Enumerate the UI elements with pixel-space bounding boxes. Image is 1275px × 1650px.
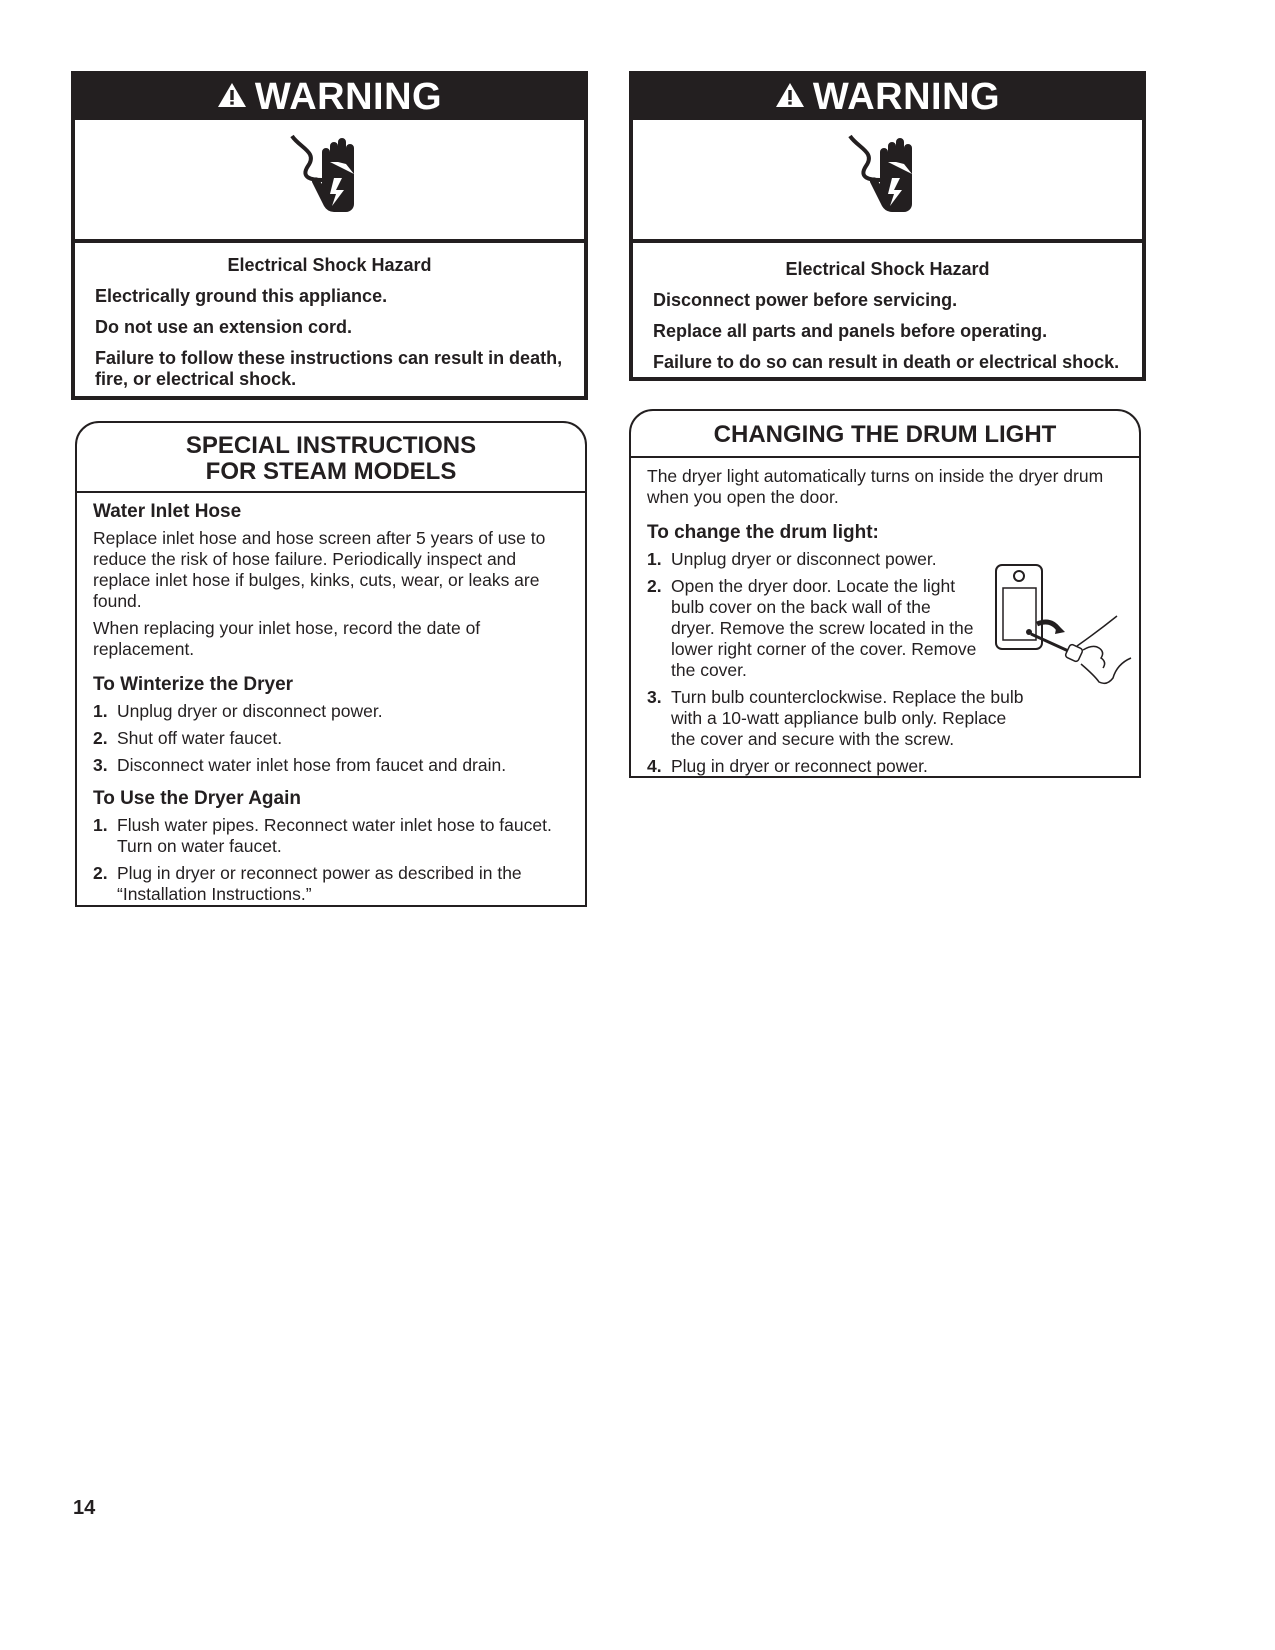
list-item: [93, 863, 565, 905]
hazard-title: Electrical Shock Hazard: [227, 255, 432, 275]
warning-line: Electrically ground this appliance.: [95, 286, 388, 306]
list-item: [93, 728, 565, 749]
list-item: [647, 576, 977, 681]
use-again-heading: To Use the Dryer Again: [93, 788, 301, 809]
section-body: [631, 458, 1139, 801]
warning-box-electrical-ground: [71, 71, 588, 400]
drum-light-section: [629, 409, 1141, 778]
warning-header: [633, 75, 1142, 120]
step-text: Unplug dryer or disconnect power.: [671, 549, 937, 569]
list-item: [93, 755, 565, 776]
section-title-line: SPECIAL INSTRUCTIONS: [185, 432, 477, 459]
bulb-cover-screwdriver-icon: [993, 562, 1133, 697]
section-title: [77, 423, 585, 493]
warning-box-disconnect-power: [629, 71, 1146, 381]
list-item: [93, 815, 565, 857]
warning-line: Do not use an extension cord.: [95, 317, 353, 337]
warning-triangle-icon: [775, 76, 805, 119]
step-number: 2.: [647, 576, 662, 596]
step-text: Plug in dryer or reconnect power.: [671, 756, 928, 776]
electrical-shock-hand-icon: [75, 120, 584, 243]
step-text: Disconnect water inlet hose from faucet and drain.: [117, 755, 507, 775]
hose-heading: Water Inlet Hose: [93, 501, 242, 522]
intro-paragraph: The dryer light automatically turns on inside the dryer drum when you open the door.: [647, 466, 1104, 507]
step-number: 1.: [647, 549, 662, 569]
step-text: Unplug dryer or disconnect power.: [117, 701, 383, 721]
step-number: 1.: [93, 701, 108, 721]
steps-heading: To change the drum light:: [647, 522, 879, 543]
warning-line: Replace all parts and panels before operating.: [653, 321, 1048, 341]
step-text: Turn bulb counterclockwise. Replace the bulb with a 10-watt appliance bulb only. Replace the cover and secure with the screw.: [671, 687, 1024, 749]
section-title: [631, 411, 1139, 458]
step-number: 3.: [647, 687, 662, 707]
warning-triangle-icon: [217, 76, 247, 119]
step-number: 3.: [93, 755, 108, 775]
step-number: 2.: [93, 728, 108, 748]
warning-body: [633, 243, 1142, 393]
hose-paragraph: Replace inlet hose and hose screen after 5 years of use to reduce the risk of hose failure. Periodically inspect and replace inlet hose if bulges, kinks, cuts, wear, or leaks are found.: [93, 528, 546, 611]
warning-line: Failure to follow these instructions can result in death, fire, or electrical shock.: [95, 348, 563, 389]
step-number: 1.: [93, 815, 108, 835]
step-text: Shut off water faucet.: [117, 728, 283, 748]
step-text: Plug in dryer or reconnect power as described in the “Installation Instructions.”: [117, 863, 522, 904]
steam-models-section: [75, 421, 587, 907]
step-number: 2.: [93, 863, 108, 883]
warning-line: Failure to do so can result in death or electrical shock.: [653, 352, 1120, 372]
use-again-steps: [93, 815, 565, 905]
step-number: 4.: [647, 756, 662, 776]
winterize-heading: To Winterize the Dryer: [93, 674, 294, 695]
warning-header: [75, 75, 584, 120]
page-number: 14: [73, 1497, 96, 1519]
list-item: [93, 701, 565, 722]
list-item: [647, 756, 1119, 777]
section-title-line: FOR STEAM MODELS: [205, 458, 457, 485]
hose-paragraph: When replacing your inlet hose, record the date of replacement.: [93, 618, 481, 659]
section-title-line: CHANGING THE DRUM LIGHT: [713, 421, 1057, 448]
electrical-shock-hand-icon: [633, 120, 1142, 243]
warning-line: Disconnect power before servicing.: [653, 290, 958, 310]
warning-title: WARNING: [254, 76, 443, 118]
warning-title: WARNING: [812, 76, 1001, 118]
hazard-title: Electrical Shock Hazard: [785, 259, 990, 279]
warning-body: [75, 243, 584, 410]
section-body: [77, 493, 585, 929]
step-text: Open the dryer door. Locate the light bulb cover on the back wall of the dryer. Remove the screw located in the lower right corner of the cover. Remove the cover.: [671, 576, 977, 680]
winterize-steps: [93, 701, 565, 776]
step-text: Flush water pipes. Reconnect water inlet hose to faucet. Turn on water faucet.: [117, 815, 552, 856]
